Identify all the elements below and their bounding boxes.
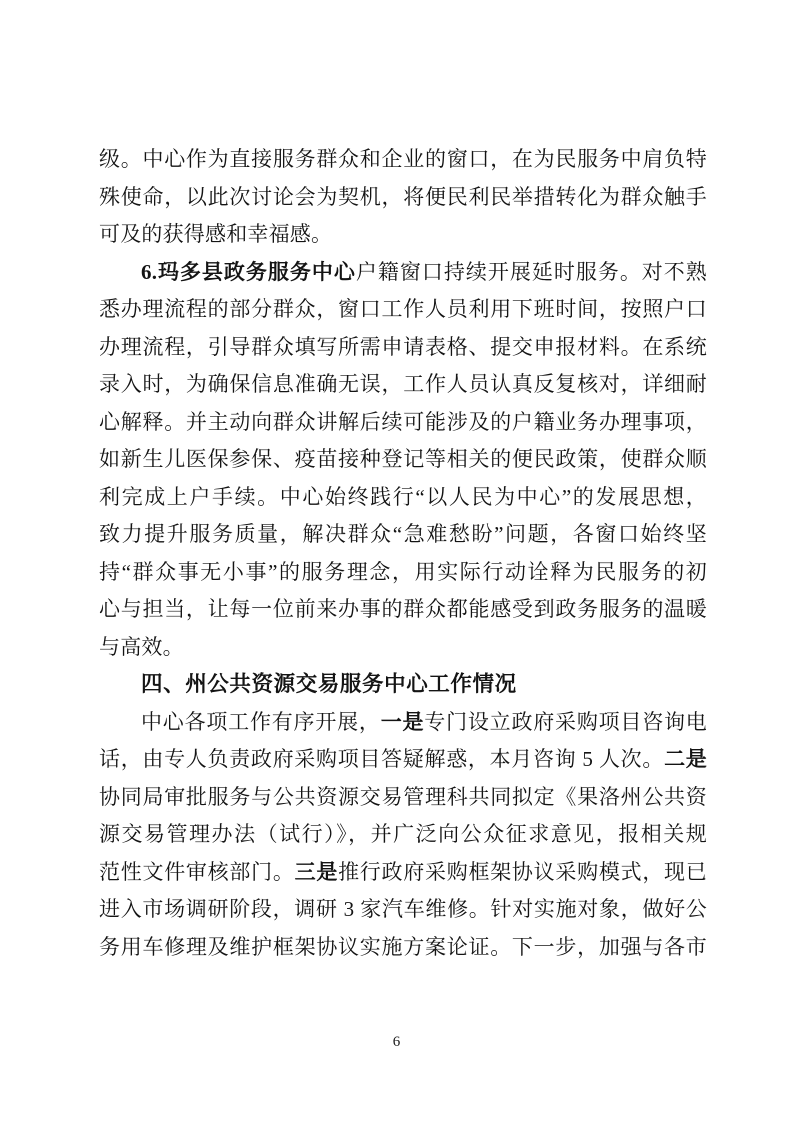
- text-segment: 推行政府采购框架协议采购模式，现已: [338, 859, 707, 884]
- text-line: [99, 404, 707, 442]
- text-line: [99, 141, 707, 179]
- text-line: [99, 329, 707, 367]
- text-line: [99, 591, 707, 629]
- bold-text-segment: 四、州公共资源交易服务中心工作情况: [141, 672, 517, 696]
- text-segment: 利完成上户手续。中心始终践行“以人民为中心”的发展思想，: [99, 484, 707, 509]
- text-segment: 协同局审批服务与公共资源交易管理科共同拟定《果洛州公共资: [99, 784, 707, 809]
- text-line: [99, 441, 707, 479]
- page-number: 6: [392, 1034, 401, 1050]
- bold-text-segment: 二是: [664, 747, 707, 771]
- text-segment: 持“群众事无小事”的服务理念，用实际行动诠释为民服务的初: [99, 559, 707, 584]
- text-segment: 范性文件审核部门。: [99, 859, 295, 884]
- text-segment: 办理流程，引导群众填写所需申请表格、提交申报材料。在系统: [99, 334, 707, 359]
- text-segment: 致力提升服务质量，解决群众“急难愁盼”问题，各窗口始终坚: [99, 522, 707, 546]
- text-segment: 与高效。: [99, 634, 184, 659]
- text-line: [99, 779, 707, 817]
- text-line: [99, 366, 707, 404]
- text-line: [99, 291, 707, 329]
- text-segment: 级。中心作为直接服务群众和企业的窗口，在为民服务中肩负特: [99, 147, 707, 171]
- section-heading: [99, 666, 707, 704]
- text-segment: 录入时，为确保信息准确无误，工作人员认真反复核对，详细耐: [99, 372, 707, 396]
- text-segment: 可及的获得感和幸福感。: [99, 222, 333, 246]
- text-segment: 如新生儿医保参保、疫苗接种登记等相关的便民政策，使群众顺: [99, 447, 707, 471]
- text-segment: 心解释。并主动向群众讲解后续可能涉及的户籍业务办理事项，: [99, 409, 707, 434]
- text-line: [99, 854, 707, 892]
- text-segment: 悉办理流程的部分群众，窗口工作人员利用下班时间，按照户口: [99, 297, 707, 321]
- bold-text-segment: 6.玛多县政务服务中心: [141, 259, 356, 284]
- text-segment: 源交易管理办法（试行）》，并广泛向公众征求意见，报相关规: [99, 822, 707, 846]
- text-line: [99, 929, 707, 967]
- text-segment: 进入市场调研阶段，调研 3 家汽车维修。针对实施对象，做好公: [99, 897, 707, 921]
- text-line: [99, 629, 707, 667]
- text-line: [99, 816, 707, 854]
- text-line: [99, 479, 707, 517]
- text-line: [99, 254, 707, 292]
- text-line: [99, 704, 707, 742]
- text-segment: 中心各项工作有序开展，: [141, 709, 381, 734]
- text-line: [99, 179, 707, 217]
- text-segment: 务用车修理及维护框架协议实施方案论证。下一步，加强与各市: [99, 934, 707, 959]
- text-segment: 心与担当，让每一位前来办事的群众都能感受到政务服务的温暖: [99, 597, 707, 621]
- text-segment: 专门设立政府采购项目咨询电: [424, 709, 707, 734]
- text-line: [99, 216, 707, 254]
- text-line: [99, 554, 707, 592]
- bold-text-segment: 三是: [294, 859, 339, 884]
- text-line: [99, 741, 707, 779]
- text-segment: 话，由专人负责政府采购项目答疑解惑，本月咨询 5 人次。: [99, 747, 665, 771]
- bold-text-segment: 一是: [380, 709, 425, 734]
- text-segment: 户籍窗口持续开展延时服务。对不熟: [355, 259, 707, 284]
- text-line: [99, 516, 707, 554]
- document-text-block: [99, 141, 707, 966]
- text-line: [99, 891, 707, 929]
- text-segment: 殊使命，以此次讨论会为契机，将便民利民举措转化为群众触手: [99, 184, 707, 209]
